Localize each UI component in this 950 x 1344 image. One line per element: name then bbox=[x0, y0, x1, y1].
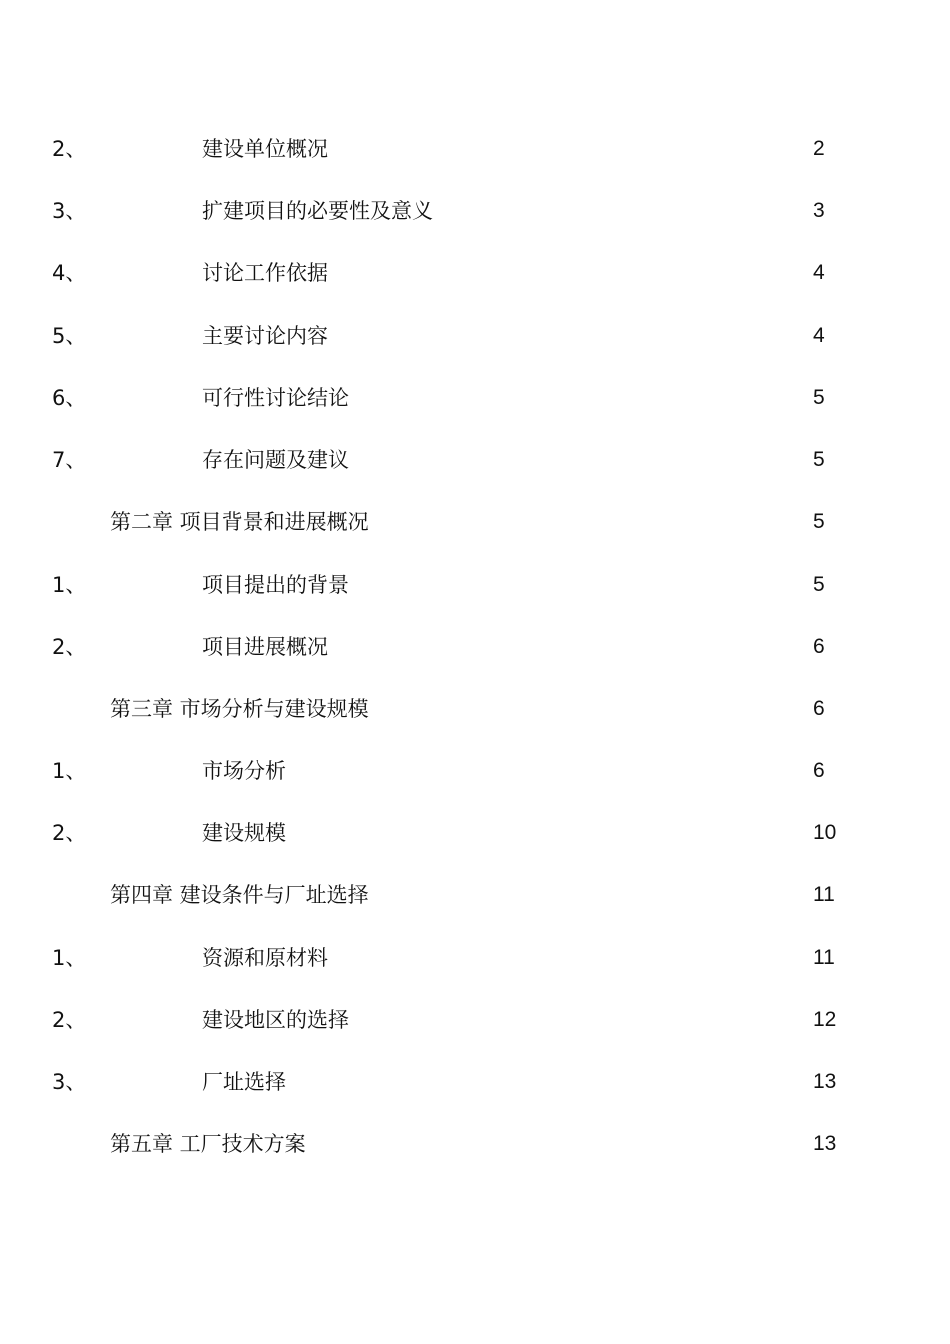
toc-entry bbox=[0, 253, 950, 293]
toc-chapter-title: 第二章 项目背景和进展概况 bbox=[110, 510, 369, 534]
toc-entry-title: 讨论工作依据 bbox=[202, 261, 328, 285]
toc-entry-title: 市场分析 bbox=[202, 759, 286, 783]
toc-entry-page: 12 bbox=[813, 1008, 837, 1031]
toc-chapter-entry bbox=[0, 875, 950, 915]
toc-entry-title: 厂址选择 bbox=[202, 1070, 286, 1094]
toc-entry-page: 5 bbox=[813, 573, 825, 596]
toc-entry-title: 项目进展概况 bbox=[202, 635, 328, 659]
toc-entry bbox=[0, 440, 950, 480]
toc-entry-number: 2、 bbox=[52, 1008, 87, 1032]
toc-chapter-title: 第四章 建设条件与厂址选择 bbox=[110, 883, 369, 907]
toc-entry-title: 建设规模 bbox=[202, 821, 286, 845]
toc-entry-page: 6 bbox=[813, 635, 825, 658]
toc-entry-number: 3、 bbox=[52, 199, 87, 223]
toc-entry-page: 3 bbox=[813, 199, 825, 222]
toc-entry-number: 2、 bbox=[52, 635, 87, 659]
toc-entry-title: 主要讨论内容 bbox=[202, 324, 328, 348]
toc-entry bbox=[0, 129, 950, 169]
toc-entry-page: 11 bbox=[813, 946, 835, 969]
toc-entry bbox=[0, 191, 950, 231]
toc-entry-title: 扩建项目的必要性及意义 bbox=[202, 199, 433, 223]
toc-entry-page: 5 bbox=[813, 510, 825, 533]
toc-chapter-entry bbox=[0, 502, 950, 542]
toc-entry-number: 1、 bbox=[52, 946, 87, 970]
toc-entry bbox=[0, 813, 950, 853]
toc-entry-page: 4 bbox=[813, 324, 825, 347]
toc-entry-number: 2、 bbox=[52, 821, 87, 845]
toc-entry-page: 13 bbox=[813, 1132, 837, 1155]
toc-entry-page: 6 bbox=[813, 697, 825, 720]
toc-entry bbox=[0, 378, 950, 418]
toc-chapter-entry bbox=[0, 689, 950, 729]
toc-entry-title: 可行性讨论结论 bbox=[202, 386, 349, 410]
toc-chapter-entry bbox=[0, 1124, 950, 1164]
toc-entry-number: 5、 bbox=[52, 324, 87, 348]
toc-entry-title: 资源和原材料 bbox=[202, 946, 328, 970]
toc-entry-page: 5 bbox=[813, 386, 825, 409]
toc-chapter-title: 第五章 工厂技术方案 bbox=[110, 1132, 306, 1156]
toc-entry-title: 项目提出的背景 bbox=[202, 573, 349, 597]
toc-entry-number: 4、 bbox=[52, 261, 87, 285]
toc-entry-page: 2 bbox=[813, 137, 825, 160]
toc-entry-number: 3、 bbox=[52, 1070, 87, 1094]
toc-entry-page: 5 bbox=[813, 448, 825, 471]
toc-entry bbox=[0, 627, 950, 667]
toc-entry-page: 4 bbox=[813, 261, 825, 284]
toc-entry-title: 建设单位概况 bbox=[202, 137, 328, 161]
toc-entry bbox=[0, 751, 950, 791]
toc-chapter-title: 第三章 市场分析与建设规模 bbox=[110, 697, 369, 721]
toc-entry-page: 11 bbox=[813, 883, 835, 906]
toc-entry bbox=[0, 1062, 950, 1102]
toc-entry-number: 1、 bbox=[52, 759, 87, 783]
toc-entry-page: 10 bbox=[813, 821, 837, 844]
toc-entry bbox=[0, 1000, 950, 1040]
toc-entry-title: 存在问题及建议 bbox=[202, 448, 349, 472]
toc-entry-page: 13 bbox=[813, 1070, 837, 1093]
toc-entry-number: 2、 bbox=[52, 137, 87, 161]
toc-entry-number: 1、 bbox=[52, 573, 87, 597]
toc-entry-title: 建设地区的选择 bbox=[202, 1008, 349, 1032]
toc-entry bbox=[0, 938, 950, 978]
toc-entry bbox=[0, 565, 950, 605]
toc-entry-number: 7、 bbox=[52, 448, 87, 472]
toc-entry-number: 6、 bbox=[52, 386, 87, 410]
toc-entry bbox=[0, 316, 950, 356]
toc-entry-page: 6 bbox=[813, 759, 825, 782]
